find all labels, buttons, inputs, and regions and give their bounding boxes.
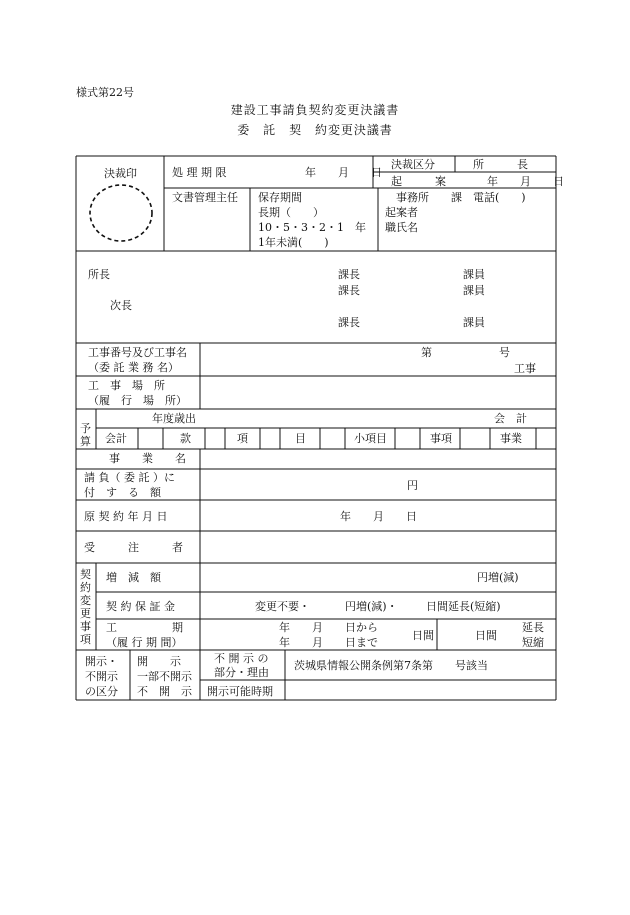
work-no-sub: （委 託 業 務 名）: [88, 361, 179, 374]
draft-date: 年 月 日: [487, 175, 570, 188]
form-number: 様式第22号: [76, 86, 134, 99]
title-line-2: 委 託 契 約変更決議書: [237, 123, 393, 137]
reason-label-2: 部分・理由: [214, 666, 269, 679]
seal-label: 決裁印: [104, 167, 137, 180]
accounting-label: 会 計: [494, 412, 527, 425]
period-shorten: 短縮: [522, 636, 544, 649]
doc-manager-label: 文書管理主任: [172, 191, 238, 204]
change-section-label: 契約変更事項: [80, 568, 91, 646]
contractor-label: 受 注 者: [84, 541, 183, 554]
period-days-2: 日間: [475, 629, 497, 642]
budget-col-subitem: 小項目: [354, 432, 387, 445]
budget-col-accounting: 会計: [105, 432, 127, 445]
budget-col-jikou: 事項: [430, 432, 452, 445]
deadline-label: 処 理 期 限: [172, 166, 227, 179]
retention-short: 1年未満( ): [258, 236, 329, 249]
disclosure-class-2: 不開示: [85, 670, 118, 683]
category-label: 決裁区分: [391, 158, 435, 171]
budget-col-moku: 目: [295, 432, 306, 445]
disclosure-class-3: の区分: [85, 685, 118, 698]
project-name-label: 事 業 名: [109, 452, 186, 465]
contract-amount-yen: 円: [407, 479, 418, 492]
work-no-dai: 第: [421, 346, 432, 359]
disclosure-closed: 不 開 示: [137, 685, 192, 698]
increase-value: 円増(減): [477, 571, 519, 584]
orig-date-label: 原 契 約 年 月 日: [84, 510, 168, 523]
staff-3: 課員: [463, 316, 485, 329]
contract-amount-label-2: 付 す る 額: [84, 486, 161, 499]
deputy-label: 次長: [110, 299, 132, 312]
retention-label: 保存期間: [258, 191, 302, 204]
reason-text: 茨城県情報公開条例第7条第 号該当: [294, 659, 488, 672]
reason-label-1: 不 開 示 の: [214, 652, 269, 665]
section-chief-1: 課長: [338, 268, 360, 281]
guarantee-nochange: 変更不要・: [255, 600, 310, 613]
title-line-1: 建設工事請負契約変更決議書: [230, 103, 400, 117]
section-chief-2: 課長: [338, 284, 360, 297]
staff-2: 課員: [463, 284, 485, 297]
deadline-value: 年 月 日: [305, 166, 388, 179]
office-line: 事務所 課 電話( ): [396, 191, 526, 204]
category-value: 所 長: [473, 158, 528, 171]
orig-date-value: 年 月 日: [340, 510, 417, 523]
period-from: 年 月 日から: [279, 621, 378, 634]
period-label-2: （履 行 期 間）: [106, 636, 183, 649]
position-label: 職氏名: [385, 221, 418, 234]
period-days: 日間: [412, 629, 434, 642]
period-to: 年 月 日まで: [279, 636, 378, 649]
director-label: 所長: [88, 268, 110, 281]
budget-col-kou: 項: [237, 432, 248, 445]
disclosure-partial: 一部不開示: [137, 670, 192, 683]
fiscal-label: 年度歳出: [152, 412, 196, 425]
site-label: 工 事 場 所: [88, 379, 165, 392]
staff-1: 課員: [463, 268, 485, 281]
available-label: 開示可能時期: [207, 685, 273, 698]
budget-label: 予算: [80, 422, 91, 448]
work-no-label: 工事番号及び工事名: [88, 346, 187, 359]
disclosure-class-1: 開示・: [85, 655, 118, 668]
period-extend: 延長: [522, 621, 544, 634]
increase-label: 増 減 額: [106, 571, 161, 584]
retention-long: 長期（ ）: [258, 206, 324, 219]
guarantee-extend: 日間延長(短縮): [426, 600, 501, 613]
period-label-1: 工 期: [106, 621, 183, 634]
site-sub: （履 行 場 所）: [88, 394, 187, 407]
work-suffix: 工事: [514, 362, 536, 375]
seal-circle: [87, 182, 155, 244]
retention-years: 10・5・3・2・1 年: [258, 221, 366, 234]
guarantee-label: 契 約 保 証 金: [106, 600, 175, 613]
guarantee-increase: 円増(減)・: [345, 600, 398, 613]
section-chief-3: 課長: [338, 316, 360, 329]
work-no-go: 号: [499, 346, 510, 359]
disclosure-open: 開 示: [137, 655, 181, 668]
budget-col-jigyou: 事業: [500, 432, 522, 445]
contract-amount-label-1: 請 負（ 委 託 ）に: [84, 471, 175, 484]
draft-label: 起 案: [391, 175, 446, 188]
drafter-label: 起案者: [385, 206, 418, 219]
budget-col-kan: 款: [180, 432, 191, 445]
